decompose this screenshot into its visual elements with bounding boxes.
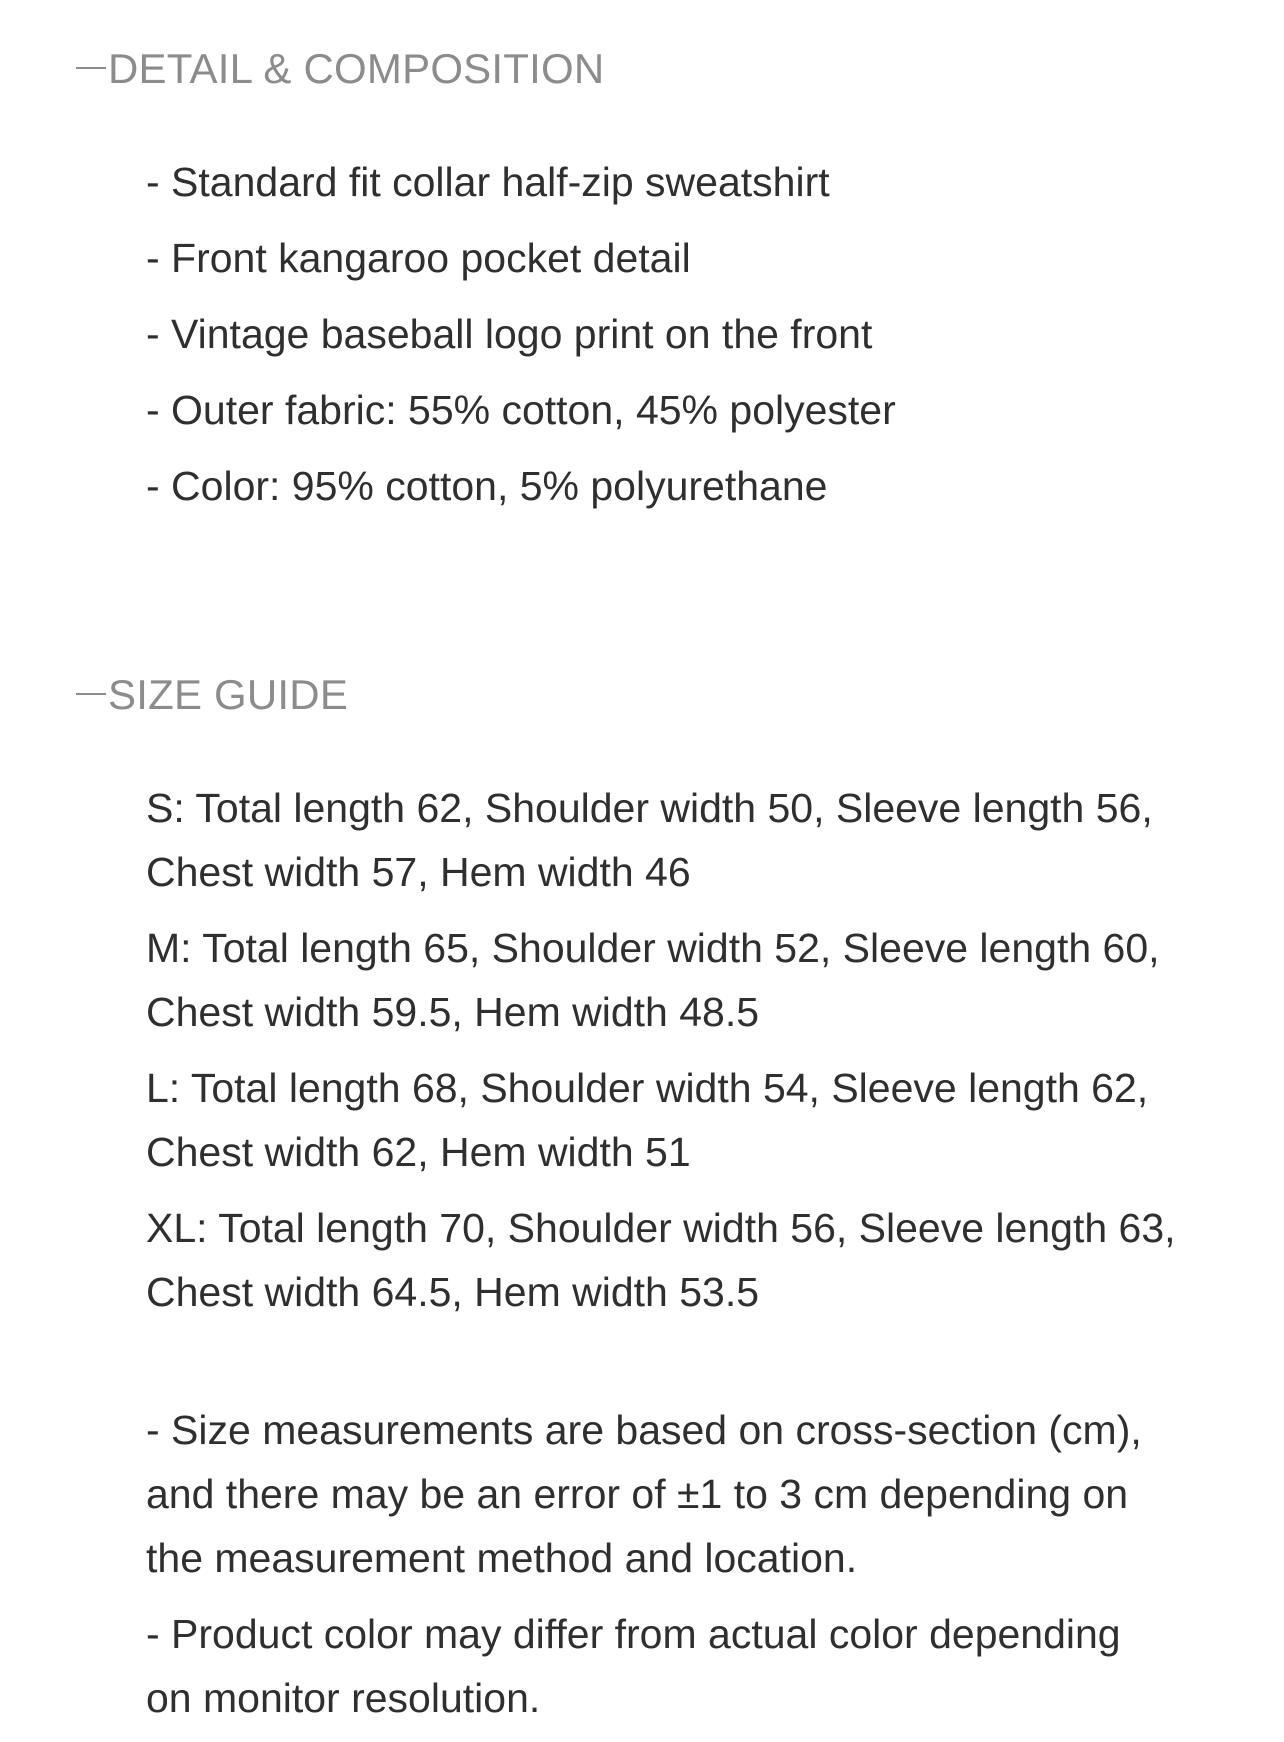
measurement-note <box>146 1398 1266 1590</box>
size-entry-m <box>146 916 1266 1044</box>
detail-item: - Standard fit collar half-zip sweatshirt <box>146 159 830 205</box>
size-entry-xl <box>146 1196 1266 1324</box>
detail-item: - Front kangaroo pocket detail <box>146 235 691 281</box>
heading-dash <box>76 693 106 695</box>
detail-heading-text: DETAIL & COMPOSITION <box>108 45 605 92</box>
size-guide-heading-text: SIZE GUIDE <box>108 671 349 718</box>
note-line: - Size measurements are based on cross-section (cm), <box>146 1407 1142 1453</box>
note-line: the measurement method and location. <box>146 1535 858 1581</box>
size-entry-s <box>146 776 1266 904</box>
size-entry-line: S: Total length 62, Shoulder width 50, Sleeve length 56, <box>146 785 1153 831</box>
note-line: on monitor resolution. <box>146 1675 541 1721</box>
size-entry-line: XL: Total length 70, Shoulder width 56, Sleeve length 63, <box>146 1205 1176 1251</box>
size-entry-line: Chest width 57, Hem width 46 <box>146 849 691 895</box>
detail-item: - Outer fabric: 55% cotton, 45% polyester <box>146 387 896 433</box>
color-note <box>146 1602 1266 1730</box>
size-entry-line: Chest width 64.5, Hem width 53.5 <box>146 1269 760 1315</box>
size-entry-line: L: Total length 68, Shoulder width 54, Sleeve length 62, <box>146 1065 1149 1111</box>
size-entry-l <box>146 1056 1266 1184</box>
heading-dash <box>76 67 106 69</box>
size-entry-line: Chest width 62, Hem width 51 <box>146 1129 691 1175</box>
detail-composition-heading <box>76 45 605 92</box>
size-guide-list <box>146 776 1266 1336</box>
note-line: - Product color may differ from actual color depending <box>146 1611 1121 1657</box>
note-line: and there may be an error of ±1 to 3 cm depending on <box>146 1471 1129 1517</box>
size-entry-line: M: Total length 65, Shoulder width 52, Sleeve length 60, <box>146 925 1160 971</box>
size-guide-heading <box>76 671 349 718</box>
detail-item: - Color: 95% cotton, 5% polyurethane <box>146 463 828 509</box>
detail-item: - Vintage baseball logo print on the front <box>146 311 873 357</box>
detail-list <box>146 144 896 524</box>
size-entry-line: Chest width 59.5, Hem width 48.5 <box>146 989 760 1035</box>
size-guide-notes <box>146 1398 1266 1742</box>
